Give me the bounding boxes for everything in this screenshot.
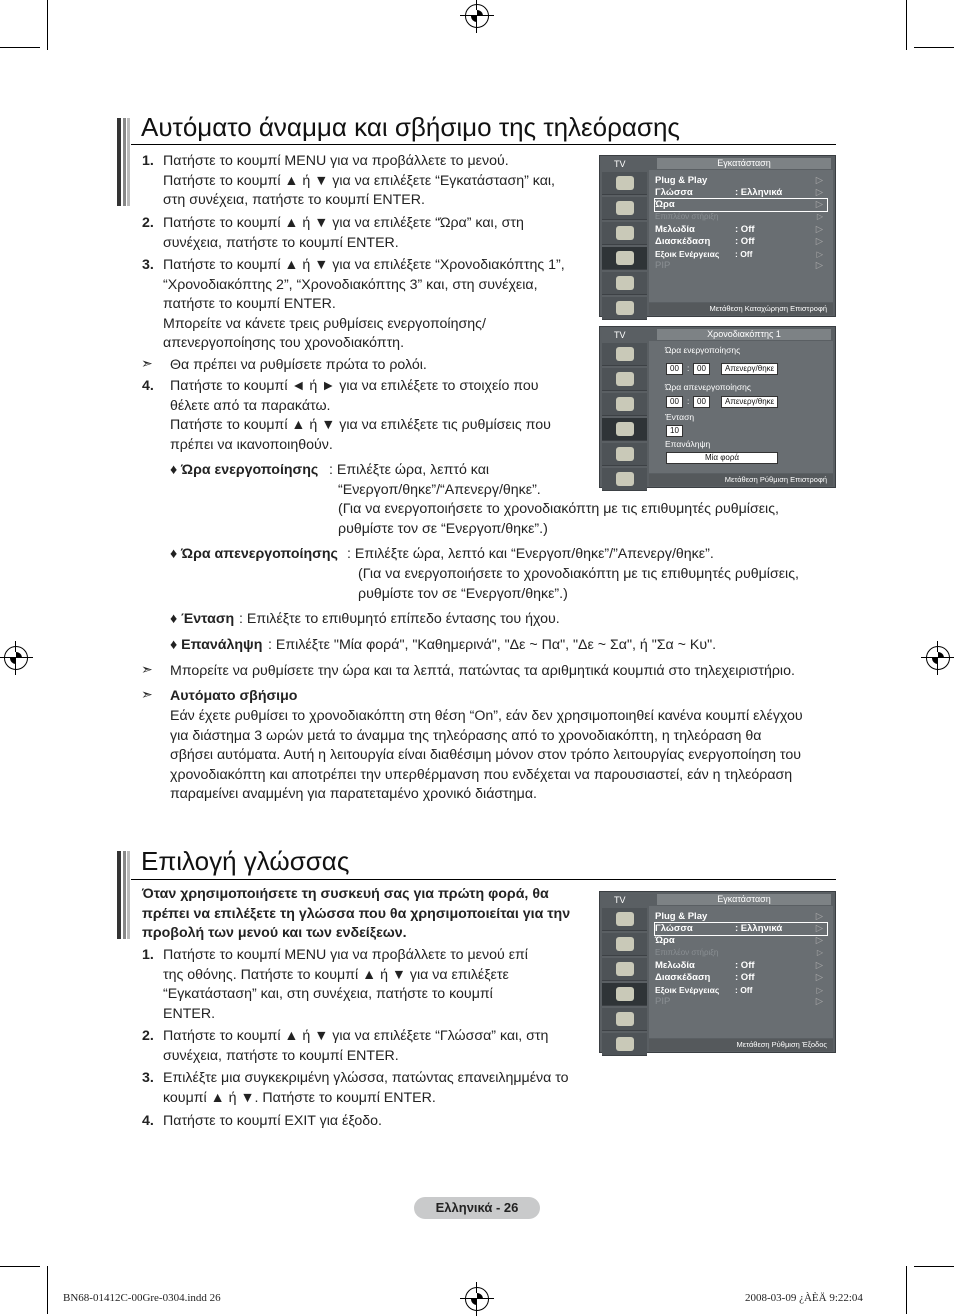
crop-mark [914,1266,954,1267]
crop-mark [906,0,907,50]
bullet-off-time-label: ♦ Ώρα απενεργοποίησης [170,546,338,562]
colon: : [687,396,690,406]
bullet-off-time-text: : Επιλέξτε ώρα, λεπτό και “Ενεργοπ/θηκε”/”Απενεργ/θηκε”. [347,546,714,562]
setup-icon[interactable] [602,247,647,270]
input-icon[interactable] [602,272,647,295]
setup-icon[interactable] [602,983,647,1006]
tv-menu-setup [599,155,836,317]
print-timestamp: 2008-03-09 ¿ÀÈÄ 9:22:04 [745,1292,863,1304]
tv-label: TV [614,895,626,905]
bullet-on-time-text: : Επιλέξτε ώρα, λεπτό και [329,462,490,478]
menu-item-pip[interactable]: PIP ▷ [655,260,823,271]
step-number: 4. [142,378,154,394]
menu-item-pip[interactable]: PIP ▷ [655,996,823,1007]
section-underline [131,879,836,880]
sound-icon[interactable] [602,933,647,956]
step3-text: Πατήστε το κουμπί ▲ ή ▼ για να επιλέξετε “Χρονοδιακόπτης 1”, “Χρονοδιακόπτης 2”, “Χρονοδιακόπτης 3” και, στη συνέχεια, πατήστε το κουμπί ENTER. Μπορείτε να κάνετε τρεις ρυθμίσεις ενεργοποίησης/ απενεργοποίησης του χρονοδιακόπτη. [163,257,565,352]
sound-icon[interactable] [602,368,647,391]
note-arrow-icon: ➣ [141,355,153,371]
note-arrow-icon: ➣ [141,661,153,677]
digital-icon[interactable] [602,297,647,320]
volume-label: Ένταση [665,412,695,422]
menu-panel [649,170,833,302]
registration-mark-icon [926,646,950,670]
off-hour-field[interactable]: 00 [666,396,683,408]
off-minute-field[interactable]: 00 [693,396,710,408]
page-number-badge: Ελληνικά - 26 [414,1197,540,1219]
menu-footer: Μετάθεση Καταχώρηση Επιστροφή [649,303,833,315]
picture-icon[interactable] [602,908,647,931]
lang-step2-text: Πατήστε το κουμπί ▲ ή ▼ για να επιλέξετε “Γλώσσα” και, στη συνέχεια, πατήστε το κουμπί ENTER. [163,1028,549,1064]
tv-label: TV [614,330,626,340]
volume-field[interactable]: 10 [666,425,683,437]
lang-step3-text: Επιλέξτε μια συγκεκριμένη γλώσσα, πατώντας επανειλημμένα το κουμπί ▲ ή ▼. Πατήστε το κουμπί ENTER. [163,1070,569,1106]
colon: : [687,363,690,373]
input-icon[interactable] [602,443,647,466]
note-clock: Θα πρέπει να ρυθμίσετε πρώτα το ρολόι. [170,357,427,373]
tv-label: TV [614,159,626,169]
step-number: 2. [142,1028,154,1044]
on-minute-field[interactable]: 00 [693,363,710,375]
step-number: 3. [142,257,154,273]
sound-icon[interactable] [602,197,647,220]
step2-text: Πατήστε το κουμπί ▲ ή ▼ για να επιλέξετε “Ώρα” και, στη συνέχεια, πατήστε το κουμπί ENTER. [163,215,524,251]
menu-header: Χρονοδιακόπτης 1 [657,329,831,340]
menu-item-language[interactable]: Γλώσσα : Ελληνικά ▷ [655,923,827,935]
bullet-on-time-label: ♦ Ώρα ενεργοποίησης [170,462,319,478]
menu-sidebar [602,906,647,1050]
off-state-field[interactable]: Απενεργ/θηκε [721,396,778,408]
bullet-volume-text: : Επιλέξτε το επιθυμητό επίπεδο έντασης του ήχου. [239,611,560,627]
step-number: 2. [142,215,154,231]
digital-icon[interactable] [602,468,647,491]
menu-sidebar [602,170,647,314]
section-bar [117,118,130,206]
menu-item-melody[interactable]: Μελωδία : Off ▷ [655,960,823,971]
section2-title: Επιλογή γλώσσας [141,846,350,876]
crop-mark [914,47,954,48]
lang-step4-text: Πατήστε το κουμπί EXIT για έξοδο. [163,1113,382,1129]
bullet-off-time-text: (Για να ενεργοποιήσετε το χρονοδιακόπτη με τις επιθυμητές ρυθμίσεις, [358,566,799,582]
off-time-label: Ώρα απενεργοποίησης [665,382,751,392]
digital-icon[interactable] [602,1033,647,1056]
menu-item-entertainment[interactable]: Διασκέδαση : Off ▷ [655,972,823,983]
on-state-field[interactable]: Απενεργ/θηκε [721,363,778,375]
crop-mark [47,1266,48,1314]
on-hour-field[interactable]: 00 [666,363,683,375]
picture-icon[interactable] [602,172,647,195]
note-numbers: Μπορείτε να ρυθμίσετε την ώρα και τα λεπτά, πατώντας τα αριθμητικά κουμπιά στο τηλεχειριστήριο. [170,663,795,679]
auto-off-title: Αυτόματο σβήσιμο [170,688,298,704]
tv-menu-language [599,891,836,1053]
lang-step1-text: Πατήστε το κουμπί MENU για να προβάλλετε το μενού επί της οθόνης. Πατήστε το κουμπί ▲ ή ▼ για να επιλέξετε “Εγκατάσταση” και, στη συνέχεια, πατήστε το κουμπί ENTER. [163,947,528,1022]
menu-item-support[interactable]: Επιπλέον στήριξη ▷ [655,948,823,957]
registration-mark-icon [465,4,489,28]
menu-item-language[interactable]: Γλώσσα : Ελληνικά ▷ [655,187,823,198]
setup-icon[interactable] [602,418,647,441]
repeat-label: Επανάληψη [665,439,711,449]
menu-item-plug-play[interactable]: Plug & Play ▷ [655,175,823,186]
bullet-on-time-text: ρυθμίστε τον σε “Ενεργοπ/θηκε”.) [338,521,548,537]
menu-item-melody[interactable]: Μελωδία : Off ▷ [655,224,823,235]
channel-icon[interactable] [602,222,647,245]
input-icon[interactable] [602,1008,647,1031]
channel-icon[interactable] [602,958,647,981]
print-file-info: BN68-01412C-00Gre-0304.indd 26 [63,1292,221,1304]
registration-mark-icon [465,1287,489,1311]
picture-icon[interactable] [602,343,647,366]
auto-off-text: Εάν έχετε ρυθμίσει το χρονοδιακόπτη στη θέση “On”, εάν δεν χρησιμοποιηθεί κανένα κουμπί ελέγχου για διάστημα 3 ωρών μετά το άναμμα της τηλεόρασης από το χρονοδιακόπτη, η τηλεόραση θα σβήσει αυτόματα. Αυτή η λειτουργία είναι διαθέσιμη μόνον στον τρόπο λειτουργίας ενεργοποίηση του χρονοδιακόπτη και αποτρέπει την υπερθέρμανση που ενδέχεται να παρουσιαστεί, εάν η τηλεόραση παραμείνει αναμμένη για παρατεταμένο χρονικό διάστημα. [170,708,803,803]
menu-item-time[interactable]: Ώρα ▷ [655,199,827,211]
menu-item-entertainment[interactable]: Διασκέδαση : Off ▷ [655,236,823,247]
bullet-on-time-text: “Ενεργοπ/θηκε”/“Απενεργ/θηκε”. [338,482,541,498]
repeat-field[interactable]: Μία φορά [666,452,778,464]
section-bar [117,851,130,939]
channel-icon[interactable] [602,393,647,416]
menu-header: Εγκατάσταση [657,894,831,905]
bullet-on-time-text: (Για να ενεργοποιήσετε το χρονοδιακόπτη με τις επιθυμητές ρυθμίσεις, [338,501,779,517]
menu-item-energy[interactable]: Εξοικ Ενέργειας : Off ▷ [655,985,823,995]
on-time-label: Ώρα ενεργοποίησης [665,345,741,355]
section-underline [131,144,836,145]
menu-panel [649,906,833,1038]
step-number: 1. [142,947,154,963]
menu-footer: Μετάθεση Ρύθμιση Επιστροφή [649,474,833,486]
bullet-off-time-text: ρυθμίστε τον σε “Ενεργοπ/θηκε”.) [358,586,568,602]
section2-intro: Όταν χρησιμοποιήσετε τη συσκευή σας για πρώτη φορά, θα πρέπει να επιλέξετε τη γλώσσα που θα χρησιμοποιείται για την προβολή των μενού και των ενδείξεων. [142,886,571,942]
crop-mark [906,1266,907,1314]
section1-title: Αυτόματο άναμμα και σβήσιμο της τηλεόρασης [141,112,680,142]
step-number: 1. [142,153,154,169]
menu-item-plug-play[interactable]: Plug & Play ▷ [655,911,823,922]
bullet-repeat-text: : Επιλέξτε "Μία φορά", "Καθημερινά", "Δε ~ Πα", "Δε ~ Σα", ή "Σα ~ Κυ". [268,637,717,653]
menu-item-energy[interactable]: Εξοικ Ενέργειας : Off ▷ [655,249,823,259]
step1-text: Πατήστε το κουμπί MENU για να προβάλλετε το μενού. Πατήστε το κουμπί ▲ ή ▼ για να επιλέξετε “Εγκατάσταση” και, στη συνέχεια, πατήστε το κουμπί ENTER. [163,153,555,209]
registration-mark-icon [4,646,28,670]
tv-menu-timer [599,326,836,488]
crop-mark [0,1266,40,1267]
menu-sidebar [602,341,647,485]
note-arrow-icon: ➣ [141,686,153,702]
menu-panel [649,341,833,473]
step-number: 4. [142,1113,154,1129]
menu-item-support[interactable]: Επιπλέον στήριξη ▷ [655,212,823,221]
menu-item-time[interactable]: Ώρα ▷ [655,935,823,946]
crop-mark [47,0,48,50]
bullet-volume-label: ♦ Ένταση [170,611,235,627]
step4-text: Πατήστε το κουμπί ◄ ή ► για να επιλέξετε το στοιχείο που θέλετε από τα παρακάτω. Πατήστε το κουμπί ▲ ή ▼ για να επιλέξετε τις ρυθμίσεις που πρέπει να ικανοποιηθούν. [170,378,551,453]
bullet-repeat-label: ♦ Επανάληψη [170,637,263,653]
crop-mark [0,47,40,48]
step-number: 3. [142,1070,154,1086]
menu-footer: Μετάθεση Ρύθμιση Έξοδος [649,1039,833,1051]
menu-header: Εγκατάσταση [657,158,831,169]
